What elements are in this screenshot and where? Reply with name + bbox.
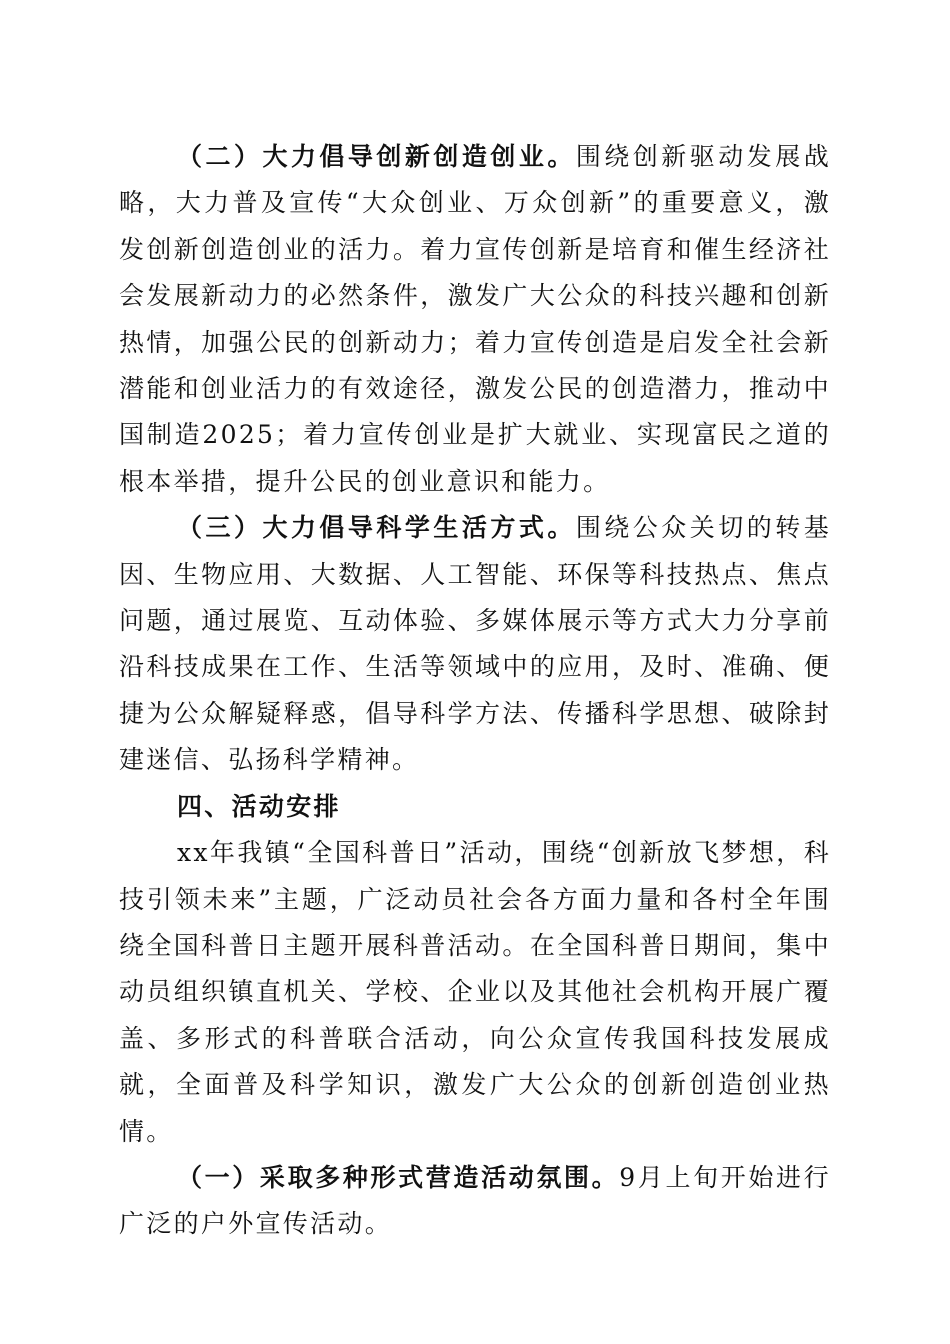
paragraph-body: xx年我镇“全国科普日”活动，围绕“创新放飞梦想，科技引领未来”主题，广泛动员社会各方面力量和各村全年围绕全国科普日主题开展科普活动。在全国科普日期间，集中动员组织镇直机关、学校、企业以及其他社会机构开展广覆盖、多形式的科普联合活动，向公众宣传我国科技发展成就，全面普及科学知识，激发广大公众的创新创造创业热情。	[119, 838, 831, 1146]
paragraph-lead-title: （二）大力倡导创新创造创业。	[177, 142, 576, 171]
paragraph-scientific-lifestyle	[119, 505, 831, 783]
paragraph-body: 围绕创新驱动发展战略，大力普及宣传“大众创业、万众创新”的重要意义，激发创新创造创业的活力。着力宣传创新是培育和催生经济社会发展新动力的必然条件，激发广大公众的科技兴趣和创新热情，加强公民的创新动力；着力宣传创造是启发全社会新潜能和创业活力的有效途径，激发公民的创造潜力，推动中国制造2025；着力宣传创业是扩大就业、实现富民之道的根本举措，提升公民的创业意识和能力。	[119, 142, 832, 496]
paragraph-atmosphere	[119, 1155, 831, 1248]
paragraph-body: 9月上旬开始进行广泛的户外宣传活动。	[119, 1162, 831, 1239]
paragraph-body: 围绕公众关切的转基因、生物应用、大数据、人工智能、环保等科技热点、焦点问题，通过展览、互动体验、多媒体展示等方式大力分享前沿科技成果在工作、生活等领域中的应用，及时、准确、便捷为公众解疑释惑，倡导科学方法、传播科学思想、破除封建迷信、弘扬科学精神。	[119, 513, 832, 775]
paragraph-lead-title: （三）大力倡导科学生活方式。	[177, 513, 576, 543]
document-page	[119, 134, 831, 1248]
paragraph-promote-innovation	[119, 134, 831, 505]
paragraph-activity-overview	[119, 830, 831, 1155]
section-heading-activity-arrangement: 四、活动安排	[177, 791, 341, 821]
paragraph-lead-title: （一）采取多种形式营造活动氛围。	[177, 1162, 620, 1192]
